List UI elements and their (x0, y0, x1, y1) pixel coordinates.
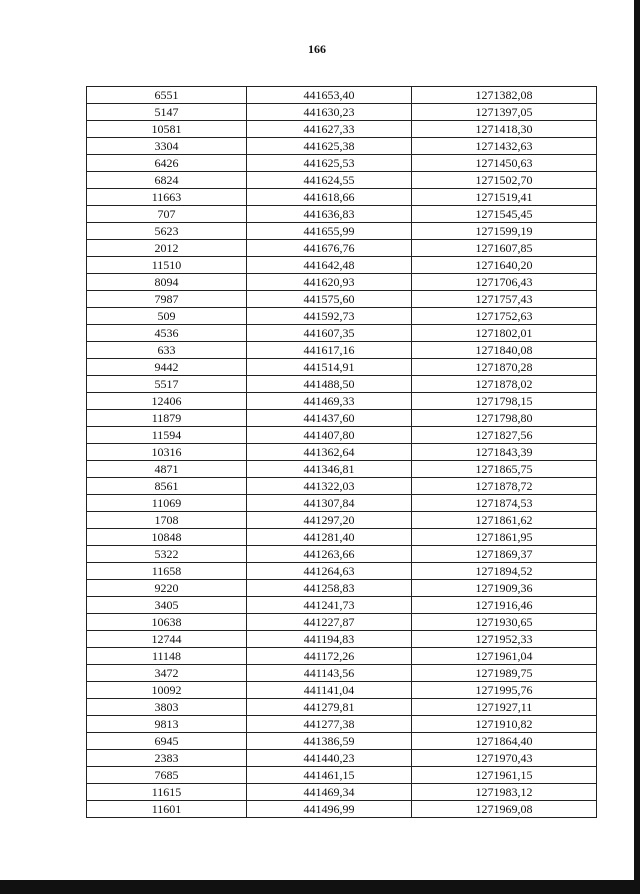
table-row (87, 104, 597, 121)
x-coordinate-cell: 441322,03 (247, 478, 412, 495)
point-number-cell: 4536 (87, 325, 247, 342)
y-coordinate-cell: 1271995,76 (412, 682, 597, 699)
point-number-cell: 5322 (87, 546, 247, 563)
x-coordinate-cell: 441437,60 (247, 410, 412, 427)
y-coordinate-cell: 1271861,62 (412, 512, 597, 529)
y-coordinate-cell: 1271865,75 (412, 461, 597, 478)
table-row (87, 512, 597, 529)
table-row (87, 376, 597, 393)
x-coordinate-cell: 441143,56 (247, 665, 412, 682)
point-number-cell: 1708 (87, 512, 247, 529)
table-row (87, 325, 597, 342)
x-coordinate-cell: 441241,73 (247, 597, 412, 614)
point-number-cell: 6824 (87, 172, 247, 189)
table-row (87, 257, 597, 274)
x-coordinate-cell: 441258,83 (247, 580, 412, 597)
y-coordinate-cell: 1271870,28 (412, 359, 597, 376)
y-coordinate-cell: 1271798,15 (412, 393, 597, 410)
y-coordinate-cell: 1271864,40 (412, 733, 597, 750)
table-row (87, 189, 597, 206)
x-coordinate-cell: 441469,33 (247, 393, 412, 410)
y-coordinate-cell: 1271961,15 (412, 767, 597, 784)
table-row (87, 699, 597, 716)
table-row (87, 308, 597, 325)
x-coordinate-cell: 441307,84 (247, 495, 412, 512)
point-number-cell: 11594 (87, 427, 247, 444)
y-coordinate-cell: 1271983,12 (412, 784, 597, 801)
table-row (87, 138, 597, 155)
x-coordinate-cell: 441440,23 (247, 750, 412, 767)
y-coordinate-cell: 1271878,02 (412, 376, 597, 393)
x-coordinate-cell: 441461,15 (247, 767, 412, 784)
x-coordinate-cell: 441281,40 (247, 529, 412, 546)
point-number-cell: 10638 (87, 614, 247, 631)
point-number-cell: 9442 (87, 359, 247, 376)
table-row (87, 87, 597, 104)
x-coordinate-cell: 441625,38 (247, 138, 412, 155)
x-coordinate-cell: 441607,35 (247, 325, 412, 342)
x-coordinate-cell: 441496,99 (247, 801, 412, 818)
y-coordinate-cell: 1271827,56 (412, 427, 597, 444)
x-coordinate-cell: 441172,26 (247, 648, 412, 665)
y-coordinate-cell: 1271802,01 (412, 325, 597, 342)
x-coordinate-cell: 441624,55 (247, 172, 412, 189)
x-coordinate-cell: 441407,80 (247, 427, 412, 444)
point-number-cell: 11658 (87, 563, 247, 580)
point-number-cell: 4871 (87, 461, 247, 478)
point-number-cell: 11663 (87, 189, 247, 206)
point-number-cell: 5517 (87, 376, 247, 393)
x-coordinate-cell: 441488,50 (247, 376, 412, 393)
coordinates-table-wrapper (86, 86, 596, 818)
x-coordinate-cell: 441625,53 (247, 155, 412, 172)
y-coordinate-cell: 1271757,43 (412, 291, 597, 308)
x-coordinate-cell: 441655,99 (247, 223, 412, 240)
x-coordinate-cell: 441627,33 (247, 121, 412, 138)
x-coordinate-cell: 441263,66 (247, 546, 412, 563)
y-coordinate-cell: 1271910,82 (412, 716, 597, 733)
table-row (87, 665, 597, 682)
y-coordinate-cell: 1271927,11 (412, 699, 597, 716)
x-coordinate-cell: 441297,20 (247, 512, 412, 529)
page-number: 166 (308, 42, 326, 56)
table-row (87, 631, 597, 648)
point-number-cell: 10316 (87, 444, 247, 461)
y-coordinate-cell: 1271545,45 (412, 206, 597, 223)
x-coordinate-cell: 441386,59 (247, 733, 412, 750)
point-number-cell: 11615 (87, 784, 247, 801)
y-coordinate-cell: 1271843,39 (412, 444, 597, 461)
table-row (87, 716, 597, 733)
x-coordinate-cell: 441277,38 (247, 716, 412, 733)
y-coordinate-cell: 1271450,63 (412, 155, 597, 172)
y-coordinate-cell: 1271519,41 (412, 189, 597, 206)
y-coordinate-cell: 1271952,33 (412, 631, 597, 648)
point-number-cell: 10848 (87, 529, 247, 546)
table-row (87, 546, 597, 563)
point-number-cell: 5147 (87, 104, 247, 121)
y-coordinate-cell: 1271970,43 (412, 750, 597, 767)
point-number-cell: 11148 (87, 648, 247, 665)
x-coordinate-cell: 441592,73 (247, 308, 412, 325)
x-coordinate-cell: 441676,76 (247, 240, 412, 257)
y-coordinate-cell: 1271909,36 (412, 580, 597, 597)
x-coordinate-cell: 441279,81 (247, 699, 412, 716)
table-row (87, 648, 597, 665)
x-coordinate-cell: 441346,81 (247, 461, 412, 478)
table-row (87, 597, 597, 614)
y-coordinate-cell: 1271418,30 (412, 121, 597, 138)
point-number-cell: 9813 (87, 716, 247, 733)
point-number-cell: 10092 (87, 682, 247, 699)
x-coordinate-cell: 441636,83 (247, 206, 412, 223)
table-row (87, 529, 597, 546)
x-coordinate-cell: 441642,48 (247, 257, 412, 274)
point-number-cell: 9220 (87, 580, 247, 597)
point-number-cell: 3304 (87, 138, 247, 155)
x-coordinate-cell: 441514,91 (247, 359, 412, 376)
point-number-cell: 509 (87, 308, 247, 325)
point-number-cell: 6426 (87, 155, 247, 172)
x-coordinate-cell: 441469,34 (247, 784, 412, 801)
table-row (87, 750, 597, 767)
x-coordinate-cell: 441618,66 (247, 189, 412, 206)
y-coordinate-cell: 1271640,20 (412, 257, 597, 274)
y-coordinate-cell: 1271894,52 (412, 563, 597, 580)
y-coordinate-cell: 1271961,04 (412, 648, 597, 665)
y-coordinate-cell: 1271798,80 (412, 410, 597, 427)
table-row (87, 427, 597, 444)
y-coordinate-cell: 1271930,65 (412, 614, 597, 631)
y-coordinate-cell: 1271607,85 (412, 240, 597, 257)
y-coordinate-cell: 1271874,53 (412, 495, 597, 512)
table-row (87, 274, 597, 291)
y-coordinate-cell: 1271861,95 (412, 529, 597, 546)
x-coordinate-cell: 441141,04 (247, 682, 412, 699)
table-row (87, 682, 597, 699)
table-row (87, 359, 597, 376)
point-number-cell: 8561 (87, 478, 247, 495)
table-row (87, 393, 597, 410)
table-row (87, 563, 597, 580)
y-coordinate-cell: 1271382,08 (412, 87, 597, 104)
point-number-cell: 12744 (87, 631, 247, 648)
y-coordinate-cell: 1271502,70 (412, 172, 597, 189)
scan-border (0, 880, 640, 894)
table-row (87, 495, 597, 512)
point-number-cell: 8094 (87, 274, 247, 291)
y-coordinate-cell: 1271989,75 (412, 665, 597, 682)
point-number-cell: 2012 (87, 240, 247, 257)
table-row (87, 206, 597, 223)
x-coordinate-cell: 441653,40 (247, 87, 412, 104)
y-coordinate-cell: 1271397,05 (412, 104, 597, 121)
point-number-cell: 11601 (87, 801, 247, 818)
point-number-cell: 7685 (87, 767, 247, 784)
x-coordinate-cell: 441362,64 (247, 444, 412, 461)
coordinates-table-body (87, 87, 597, 818)
y-coordinate-cell: 1271752,63 (412, 308, 597, 325)
point-number-cell: 11510 (87, 257, 247, 274)
table-row (87, 461, 597, 478)
table-row (87, 410, 597, 427)
x-coordinate-cell: 441264,63 (247, 563, 412, 580)
table-row (87, 223, 597, 240)
point-number-cell: 10581 (87, 121, 247, 138)
x-coordinate-cell: 441227,87 (247, 614, 412, 631)
table-row (87, 580, 597, 597)
point-number-cell: 12406 (87, 393, 247, 410)
point-number-cell: 6551 (87, 87, 247, 104)
point-number-cell: 707 (87, 206, 247, 223)
coordinates-table (86, 86, 597, 818)
table-row (87, 801, 597, 818)
table-row (87, 767, 597, 784)
x-coordinate-cell: 441617,16 (247, 342, 412, 359)
point-number-cell: 11069 (87, 495, 247, 512)
x-coordinate-cell: 441630,23 (247, 104, 412, 121)
y-coordinate-cell: 1271869,37 (412, 546, 597, 563)
point-number-cell: 3803 (87, 699, 247, 716)
y-coordinate-cell: 1271706,43 (412, 274, 597, 291)
point-number-cell: 7987 (87, 291, 247, 308)
point-number-cell: 11879 (87, 410, 247, 427)
y-coordinate-cell: 1271599,19 (412, 223, 597, 240)
table-row (87, 155, 597, 172)
table-row (87, 614, 597, 631)
table-row (87, 444, 597, 461)
table-row (87, 733, 597, 750)
point-number-cell: 3472 (87, 665, 247, 682)
table-row (87, 172, 597, 189)
point-number-cell: 3405 (87, 597, 247, 614)
point-number-cell: 6945 (87, 733, 247, 750)
x-coordinate-cell: 441575,60 (247, 291, 412, 308)
table-row (87, 240, 597, 257)
point-number-cell: 2383 (87, 750, 247, 767)
y-coordinate-cell: 1271432,63 (412, 138, 597, 155)
y-coordinate-cell: 1271878,72 (412, 478, 597, 495)
table-row (87, 478, 597, 495)
x-coordinate-cell: 441620,93 (247, 274, 412, 291)
point-number-cell: 633 (87, 342, 247, 359)
table-row (87, 121, 597, 138)
y-coordinate-cell: 1271916,46 (412, 597, 597, 614)
table-row (87, 784, 597, 801)
table-row (87, 342, 597, 359)
x-coordinate-cell: 441194,83 (247, 631, 412, 648)
y-coordinate-cell: 1271840,08 (412, 342, 597, 359)
point-number-cell: 5623 (87, 223, 247, 240)
y-coordinate-cell: 1271969,08 (412, 801, 597, 818)
table-row (87, 291, 597, 308)
